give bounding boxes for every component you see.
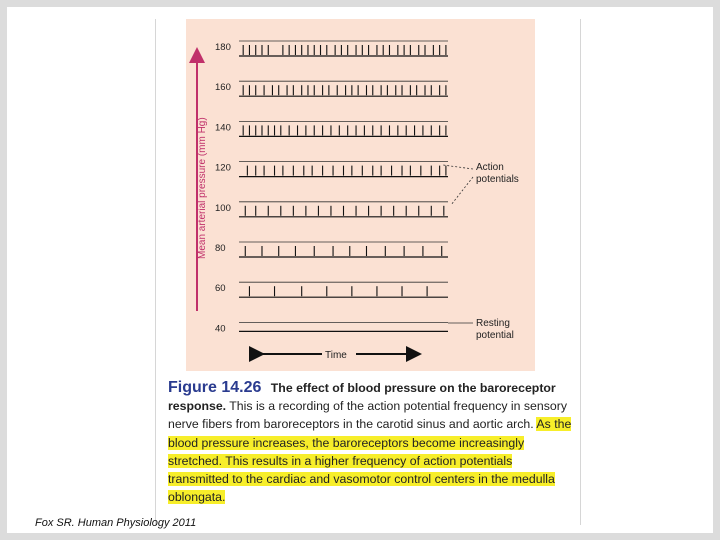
figure-title: The effect of blood pressure on the baroreceptor response. — [168, 381, 556, 414]
baroreceptor-recording-diagram — [156, 19, 580, 371]
pressure-label-160: 160 — [215, 82, 231, 94]
trace-180 — [215, 41, 448, 56]
pressure-label-120: 120 — [215, 162, 231, 174]
pressure-label-60: 60 — [215, 283, 226, 295]
pressure-label-180: 180 — [215, 42, 231, 53]
pressure-label-40: 40 — [215, 323, 226, 335]
trace-60 — [215, 282, 448, 297]
textbook-page — [155, 19, 581, 525]
pressure-label-100: 100 — [215, 202, 231, 214]
label-action-line1: Action — [476, 162, 504, 173]
trace-40 — [215, 322, 448, 334]
figure-caption — [168, 379, 573, 506]
x-axis-label: Time — [325, 350, 347, 361]
trace-140 — [215, 121, 448, 136]
trace-80 — [215, 242, 448, 257]
label-resting-line1: Resting — [476, 318, 510, 329]
slide — [7, 7, 713, 533]
caption-text: This is a recording of the action potential frequency in sensory nerve fibers from baroreceptors in the carotid sinus and aortic arch. — [168, 399, 567, 432]
figure-number: Figure 14.26 — [168, 379, 262, 396]
pressure-label-140: 140 — [215, 122, 231, 134]
pressure-label-80: 80 — [215, 243, 226, 254]
label-resting-line2: potential — [476, 330, 514, 341]
label-action-line2: potentials — [476, 174, 519, 185]
traces-group — [215, 41, 448, 334]
trace-160 — [215, 81, 448, 96]
trace-100 — [215, 202, 448, 217]
trace-120 — [215, 162, 448, 177]
action-pointer-2 — [451, 177, 473, 205]
y-axis-label: Mean arterial pressure (mm Hg) — [197, 117, 208, 259]
action-pointer-1 — [443, 165, 473, 169]
source-credit: Fox SR. Human Physiology 2011 — [35, 517, 197, 529]
caption-highlighted-text: As the blood pressure increases, the baroreceptors become increasingly stretched. This results in a higher frequency of action potentials transmitted to the cardiac and vasomotor control centers in the medulla oblongata. — [168, 417, 572, 505]
